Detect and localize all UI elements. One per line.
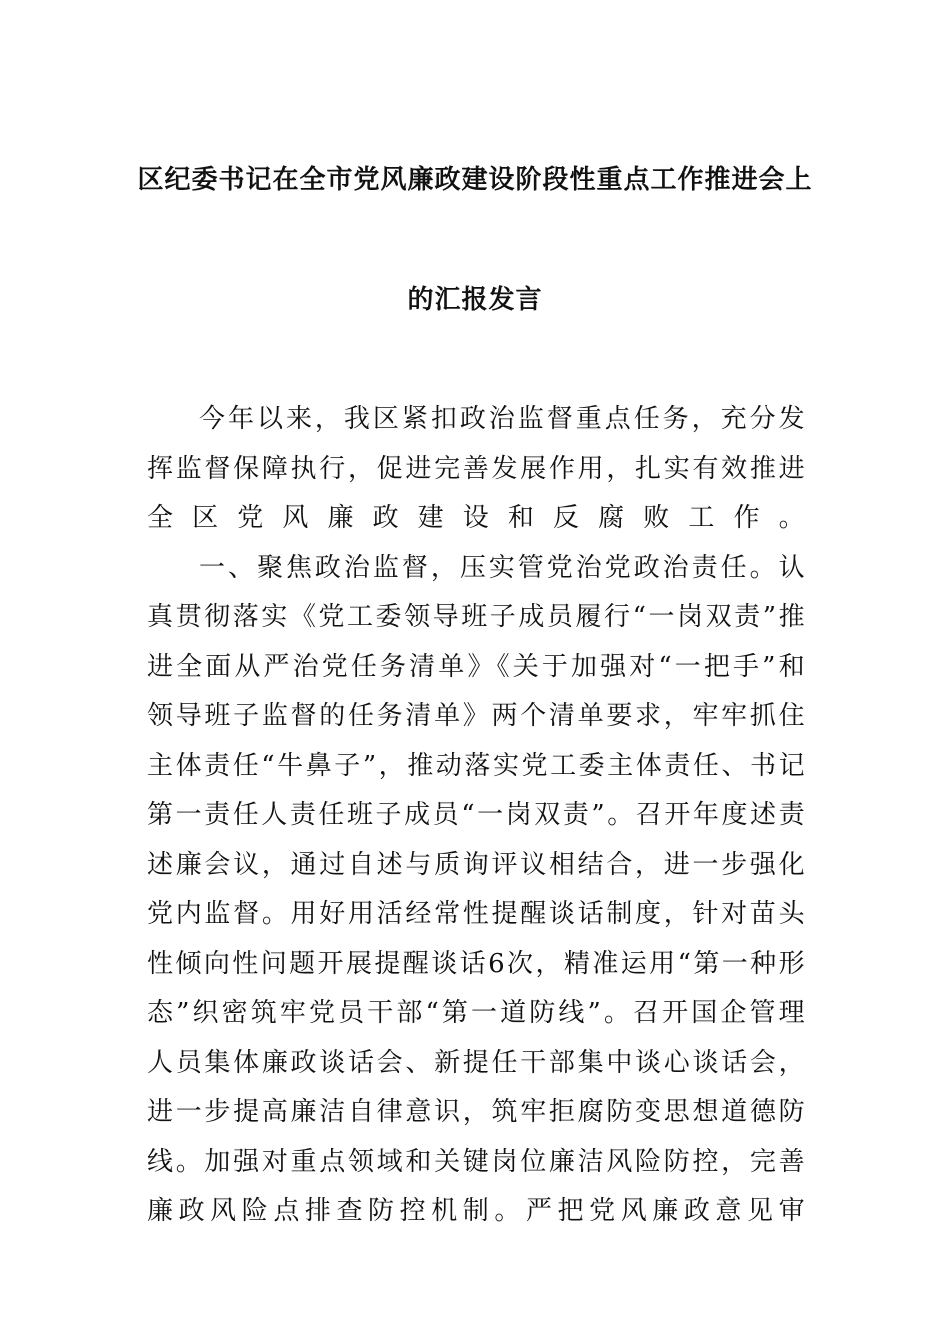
document-body: [147, 395, 807, 1237]
document-title-line-2: 的汇报发言: [407, 285, 543, 315]
paragraph-intro: 今年以来，我区紧扣政治监督重点任务，充分发挥监督保障执行，促进完善发展作用，扎实有效推进全区党风廉政建设和反腐败工作。: [147, 404, 807, 533]
paragraph-section-one: 一、聚焦政治监督，压实管党治党政治责任。认真贯彻落实《党工委领导班子成员履行“一岗双责”推进全面从严治党任务清单》《关于加强对“一把手”和领导班子监督的任务清单》两个清单要求，牢牢抓住主体责任“牛鼻子”，推动落实党工委主体责任、书记第一责任人责任班子成员“一岗双责”。召开年度述责述廉会议，通过自述与质询评议相结合，进一步强化党内监督。用好用活经常性提醒谈话制度，针对苗头性倾向性问题开展提醒谈话6次，精准运用“第一种形态”织密筑牢党员干部“第一道防线”。召开国企管理人员集体廉政谈话会、新提任干部集中谈心谈话会，进一步提高廉洁自律意识，筑牢拒腐防变思想道德防线。加强对重点领域和关键岗位廉洁风险防控，完善廉政风险点排查防控机制。严把党风廉政意见审: [147, 552, 807, 1226]
document-title-line-1: 区纪委书记在全市党风廉政建设阶段性重点工作推进会上: [137, 165, 813, 195]
